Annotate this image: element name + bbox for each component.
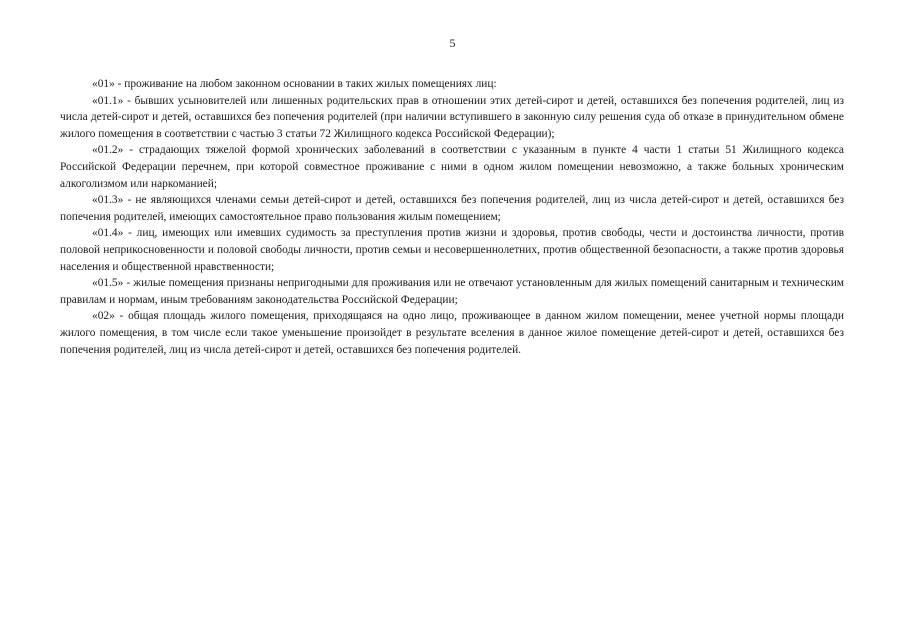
page-number: 5 — [449, 36, 456, 50]
paragraph-01-1: «01.1» - бывших усыновителей или лишенных родительских прав в отношении этих детей-сирот и детей, оставшихся без попечения родителей, лиц из числа детей-сирот и детей, оставшихся без попечения родителей (при наличии вступившего в законную силу решения суда об отказе в принудительном обмене жилого помещения в соответствии с частью 3 статьи 72 Жилищного кодекса Российской Федерации); — [60, 94, 844, 140]
paragraph-01-4: «01.4» - лиц, имеющих или имевших судимость за преступления против жизни и здоровья, против свободы, чести и достоинства личности, против половой неприкосновенности и половой свободы личности, против семьи и несовершеннолетних, против общественной безопасности, а также против здоровья населения и общественной нравственности; — [60, 227, 844, 273]
paragraph-01-2: «01.2» - страдающих тяжелой формой хронических заболеваний в соответствии с указанным в пункте 4 части 1 статьи 51 Жилищного кодекса Российской Федерации перечнем, при которой совместное проживание с ними в одном жилом помещении невозможно, а также больных хроническим алкоголизмом или наркоманией; — [60, 144, 844, 190]
paragraph-01-5: «01.5» - жилые помещения признаны непригодными для проживания или не отвечают установленным для жилых помещений санитарным и техническим правилам и нормам, иным требованиям законодательства Российской Федерации; — [60, 277, 844, 306]
document-body — [60, 76, 844, 358]
paragraph-01: «01» - проживание на любом законном основании в таких жилых помещениях лиц: — [92, 78, 497, 90]
paragraph-02: «02» - общая площадь жилого помещения, приходящаяся на одно лицо, проживающее в данном жилом помещении, менее учетной нормы площади жилого помещения, в том числе если такое уменьшение произойдет в результате вселения в данное жилое помещение детей-сирот и детей, оставшихся без попечения родителей, лиц из числа детей-сирот и детей, оставшихся без попечения родителей. — [60, 310, 844, 356]
paragraph-01-3: «01.3» - не являющихся членами семьи детей-сирот и детей, оставшихся без попечения родителей, лиц из числа детей-сирот и детей, оставшихся без попечения родителей, имеющих самостоятельное право пользования жилым помещением; — [60, 194, 844, 223]
